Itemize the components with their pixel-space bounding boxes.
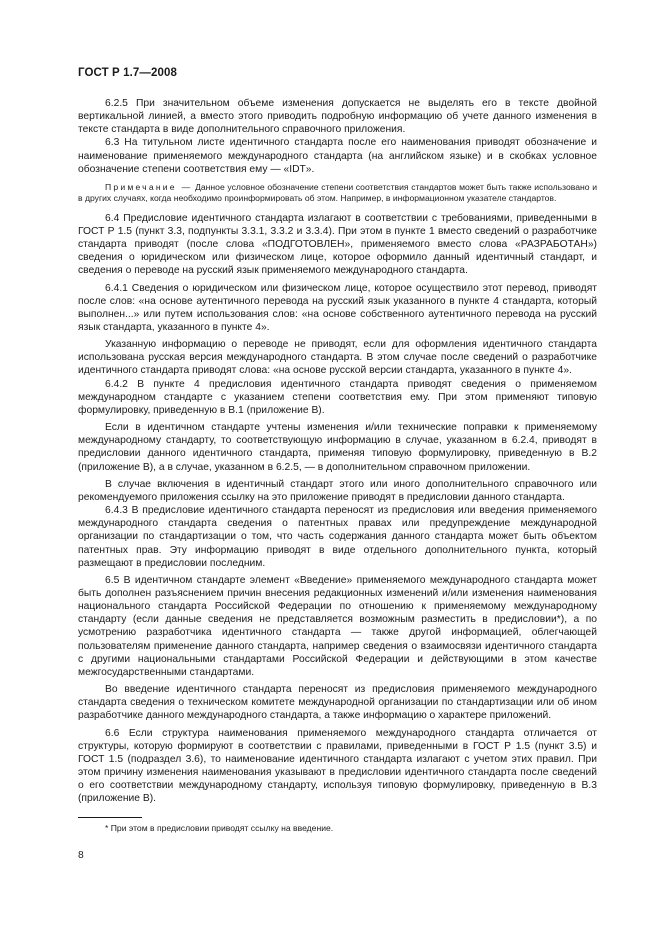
paragraph-6-6: 6.6 Если структура наименования применяемого международного стандарта отличается от структуры, которую формируют в соответствии с правилами, приведенными в ГОСТ Р 1.5 (пункт 3.5) и ГОСТ 1.5 (подраздел 3.6), то наименование идентичного стандарта излагают с учетом этих правил. При этом причину изменения наименования указывают в предисловии идентичного стандарта после сведений о его соответствии международному стандарту, используя типовую формулировку, приведенную в В.3 (приложение В). xyxy=(78,727,597,805)
page-header: ГОСТ Р 1.7—2008 xyxy=(78,67,177,79)
paragraph-translation-info: Указанную информацию о переводе не приводят, если для оформления идентичного стандарта использована русская версия международного стандарта. В этом случае после сведений о разработчике идентичного стандарта приводят слова: «на основе русской версии стандарта, указанного в пункте 4». xyxy=(78,339,597,377)
footnote: * При этом в предисловии приводят ссылку на введение. xyxy=(105,823,334,833)
paragraph-6-4-2: 6.4.2 В пункте 4 предисловия идентичного стандарта приводят сведения о применяемом международном стандарте с указанием степени соответствия ему. При этом применяют типовую формулировку, приведенную в В.1 (приложение В). xyxy=(78,378,597,416)
paragraph-6-4: 6.4 Предисловие идентичного стандарта излагают в соответствии с требованиями, приведенными в ГОСТ Р 1.5 (пункт 3.3, подпункты 3.3.1, 3.3.2 и 3.3.4). При этом в пункте 1 вместо сведений о разработчике стандарта приводят (после слова «ПОДГОТОВЛЕН», применяемого вместо слова «РАЗРАБОТАН») сведения о юридическом или физическом лице, которое оформило данный идентичный стандарт, и сведения о переводе на русский язык применяемого международного стандарта. xyxy=(78,212,597,277)
paragraph-introduction: Во введение идентичного стандарта переносят из предисловия применяемого международного стандарта сведения о техническом комитете международной организации по стандартизации или об ином разработчике данного международного стандарта, а также информацию о характере приложений. xyxy=(78,684,597,722)
paragraph-6-2-5: 6.2.5 При значительном объеме изменения допускается не выделять его в тексте двойной вертикальной линией, а вместо этого приводить подробную информацию об учете данного изменения в тексте стандарта в виде дополнительного справочного приложения. xyxy=(78,98,597,136)
paragraph-amendments: Если в идентичном стандарте учтены изменения и/или технические поправки к применяемому международному стандарту, то соответствующую информацию в случае, указанном в 6.2.4, приводят в предисловии данного идентичного стандарта, применяя типовую формулировку, приведенную в В.2 (приложение В), а в случае, указанном в 6.2.5, — в дополнительном справочном приложении. xyxy=(78,422,597,473)
paragraph-appendix-reference: В случае включения в идентичный стандарт этого или иного дополнительного справочного или рекомендуемого приложения ссылку на это приложение приводят в предисловии данного стандарта. xyxy=(78,478,597,503)
paragraph-6-5: 6.5 В идентичном стандарте элемент «Введение» применяемого международного стандарта может быть дополнен разъяснением причин внесения редакционных изменений и/или изменения наименования национального стандарта Российской Федерации по отношению к применяемому международному стандарту (если данные сведения не представляется возможным разместить в предисловии*), а по усмотрению разработчика идентичного стандарта — также другой информацией, облегчающей пользователям применение данного стандарта, например сведения о взаимосвязи идентичного стандарта с другими национальными стандартами Российской Федерации и действующими в этом качестве межгосударственными стандартами. xyxy=(78,574,597,678)
note-label: Примечание — xyxy=(105,181,193,192)
main-text xyxy=(78,97,597,805)
page-number: 8 xyxy=(78,850,84,861)
note xyxy=(78,182,597,205)
note-text: Данное условное обозначение степени соответствия стандартов может быть также использовано и в других случаях, когда необходимо проинформировать об этом. Например, в информационном указателе стандартов. xyxy=(78,181,597,204)
paragraph-6-4-1: 6.4.1 Сведения о юридическом или физическом лице, которое осуществило этот перевод, приводят после слов: «на основе аутентичного перевода на русский язык указанного в пункте 4 стандарта, который выполнен...» или путем использования слов: «на основе собственного аутентичного перевода на русский язык стандарта, указанного в пункте 4». xyxy=(78,282,597,333)
paragraph-6-4-3: 6.4.3 В предисловие идентичного стандарта переносят из предисловия или введения применяемого международного стандарта сведения о патентных правах или предупреждение международной организации по стандартизации о том, что часть содержания данного стандарта может быть объектом патентных прав. Эту информацию приводят в виде отдельного дополнительного пункта, который размещают в предисловии последним. xyxy=(78,505,597,569)
paragraph-6-3: 6.3 На титульном листе идентичного стандарта после его наименования приводят обозначение и наименование применяемого международного стандарта (на английском языке) и в скобках условное обозначение степени соответствия ему — «IDT». xyxy=(78,137,597,175)
footnote-divider xyxy=(78,817,142,818)
